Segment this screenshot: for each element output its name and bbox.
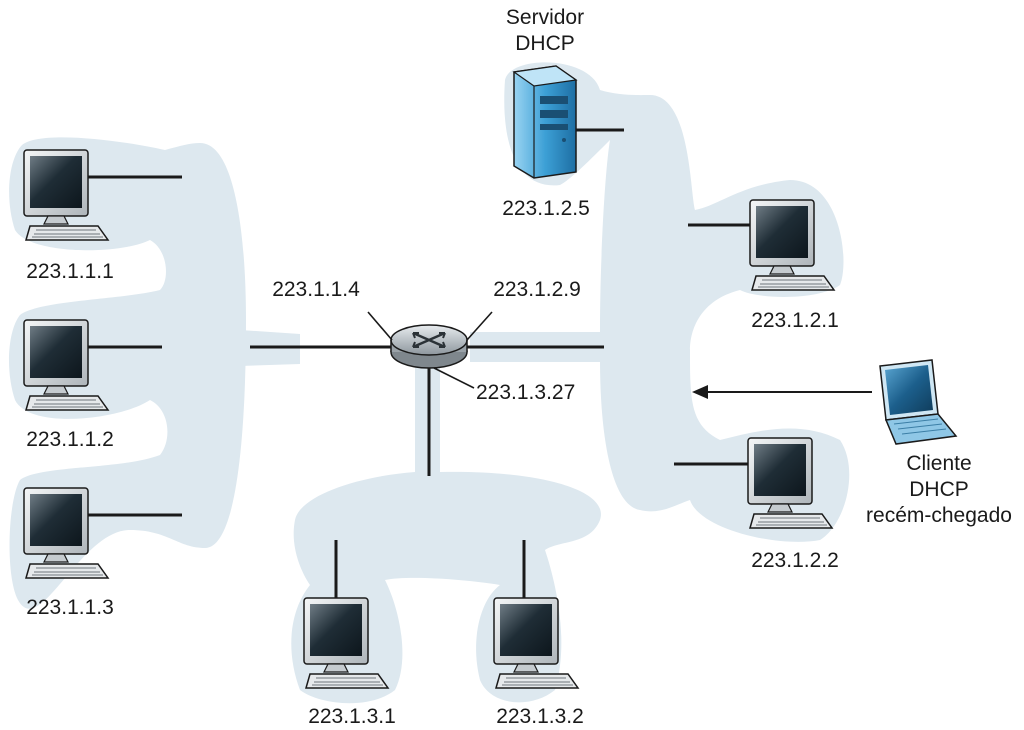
host-ip-label: 223.1.2.1 (751, 309, 839, 332)
host-ip-label: 223.1.3.1 (308, 705, 396, 728)
host-ip-label: 223.1.1.3 (26, 596, 114, 619)
server-name-line1: Servidor (505, 6, 585, 29)
dhcp-server[interactable] (514, 66, 576, 178)
host-pc-223-1-3-2[interactable] (494, 598, 578, 688)
laptop-icon (880, 360, 956, 444)
router-icon (391, 325, 467, 368)
host-ip-label: 223.1.2.2 (751, 549, 839, 572)
router-interface-label: 223.1.1.4 (272, 278, 360, 301)
client-label-line3: recém-chegado (866, 504, 1012, 527)
server-name-line2: DHCP (515, 32, 575, 55)
router-interface-label: 223.1.3.27 (476, 381, 576, 404)
host-ip-label: 223.1.1.1 (26, 260, 114, 283)
router[interactable] (391, 325, 467, 368)
router-interface-label: 223.1.2.9 (493, 278, 581, 301)
client-label-line2: DHCP (909, 478, 969, 501)
client-label-line1: Cliente (906, 452, 972, 475)
desktop-computer-icon (494, 598, 578, 688)
server-tower-icon (514, 66, 576, 178)
dhcp-client-laptop[interactable] (880, 360, 956, 444)
host-ip-label: 223.1.3.2 (496, 705, 584, 728)
host-ip-label: 223.1.1.2 (26, 428, 114, 451)
client-arrival-arrow (692, 385, 872, 399)
server-ip-label: 223.1.2.5 (502, 197, 590, 220)
